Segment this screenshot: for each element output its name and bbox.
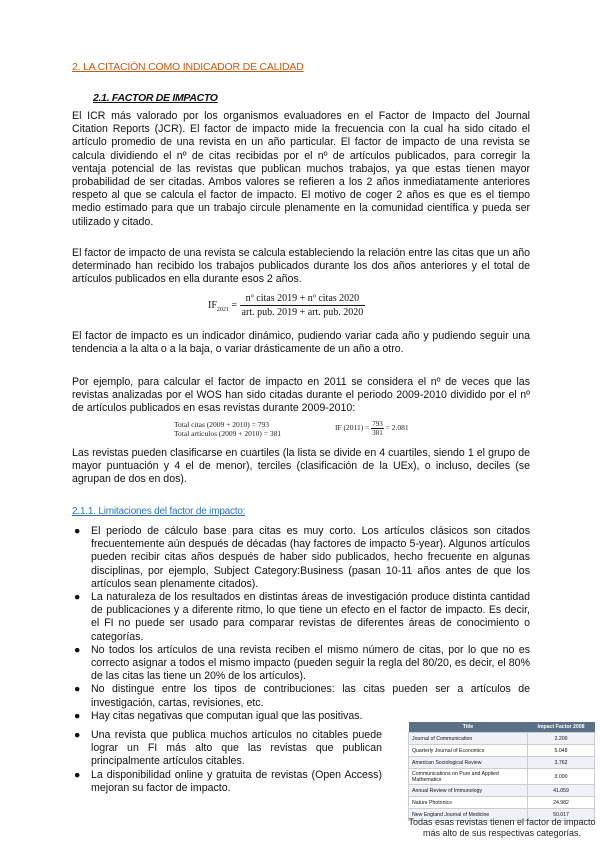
- formula-denominator: art. pub. 2019 + art. pub. 2020: [241, 307, 364, 318]
- bullet-icon: ●: [74, 525, 81, 537]
- bullet-icon: ●: [74, 591, 81, 604]
- bullet-icon: ●: [74, 768, 81, 781]
- table-row: Communications on Pure and Applied Mathematics 3.000: [409, 769, 595, 785]
- table-caption: Todas esas revistas tienen el factor de impacto más alto de sus respectivas categorías.: [408, 817, 596, 838]
- bullet-icon: ●: [74, 683, 81, 696]
- paragraph-dynamic: El factor de impacto es un indicador dinámico, pudiendo variar cada año y pudiendo seguir una tendencia a la alta o a la baja, o variar drásticamente de un año a otro.: [72, 330, 530, 356]
- limitation-item: ● No distingue entre los tipos de contribuciones: las citas pueden ser a artículos de investigación, cartas, revisiones, etc.: [74, 683, 530, 709]
- limitation-item: ● El periodo de cálculo base para citas es muy corto. Los artículos clásicos son citados frecuentemente aún después de décadas (hay factores de impacto 5-year). Algunos artículos pueden recibir citas años después de haber sido publicados, hecho frecuente en algunas disciplinas, por ejemplo, Subject Category:Business (pasan 10-11 años antes de que los artículos sean plenamente citados).: [74, 525, 530, 590]
- formula-numerator: nº citas 2019 + nº citas 2020: [240, 293, 366, 306]
- paragraph-definition: El factor de impacto de una revista se calcula estableciendo la relación entre las citas que un año determinado han recibido los trabajos publicados durante los dos años anteriores y el total de artículos publicados en ella durante esos 2 años.: [72, 247, 530, 286]
- limitation-item: ● La naturaleza de los resultados en distintas áreas de investigación produce distinta cantidad de publicaciones y a diferente ritmo, lo que tiene un efecto en el factor de impacto. Es decir, el FI no puede ser usado para comparar revistas de diferentes áreas de conocimiento o categorías.: [74, 591, 530, 643]
- bullet-icon: ●: [74, 729, 81, 741]
- example-denominator: 381: [372, 429, 383, 437]
- formula-equals: =: [231, 299, 238, 311]
- limitations-list: [72, 525, 530, 723]
- bullet-icon: ●: [74, 709, 81, 722]
- example-calculation: [335, 420, 409, 437]
- limitation-item: ● Hay citas negativas que computan igual que las positivas.: [74, 709, 363, 722]
- table-header-title: Title: [409, 722, 528, 733]
- paragraph-example: Por ejemplo, para calcular el factor de impacto en 2011 se considera el nº de veces que las revistas analizadas por el WOS han sido citadas durante el periodo 2009-2010 dividido por el nº de artículos publicados en esas revistas durante 2009-2010:: [72, 376, 530, 415]
- table-row: Quarterly Journal of Economics 5.048: [409, 745, 595, 757]
- impact-factor-formula: [208, 293, 365, 318]
- limitations-list-continued: [72, 729, 382, 795]
- limitation-item: ● La disponibilidad online y gratuita de revistas (Open Access) mejoran su factor de impacto.: [74, 768, 382, 794]
- table-row: Journal of Communication 2.200: [409, 733, 595, 745]
- subsection-heading: 2.1. FACTOR DE IMPACTO: [93, 92, 218, 104]
- paragraph-quartiles: Las revistas pueden clasificarse en cuartiles (la lista se divide en 4 cuartiles, siendo 1 el grupo de mayor puntuación y 4 el de menor), terciles (clasificación de la UEx), o incluso, deciles (se agrupan de dos en dos).: [72, 447, 530, 486]
- impact-factor-table: [408, 722, 595, 821]
- example-total-citations: Total citas (2009 + 2010) = 793: [174, 420, 270, 429]
- formula-lhs: IF: [208, 299, 217, 311]
- limitation-item: ● Una revista que publica muchos artículos no citables puede lograr un FI más alto que las revistas que publican principalmente artículos citables.: [74, 729, 382, 768]
- example-result: = 2.081: [385, 423, 409, 433]
- table-header-impact: Impact Factor 2008: [528, 722, 595, 733]
- limitations-heading: 2.1.1. Limitaciones del factor de impacto:: [72, 506, 246, 517]
- section-heading: 2. LA CITACIÓN COMO INDICADOR DE CALIDAD: [72, 61, 304, 73]
- formula-fraction: [240, 293, 366, 318]
- bullet-icon: ●: [74, 643, 81, 656]
- formula-lhs-year: 2021: [216, 306, 229, 313]
- table-row: Annual Review of Immunology 41.059: [409, 785, 595, 797]
- example-numerator: 793: [372, 420, 383, 428]
- paragraph-intro: El ICR más valorado por los organismos evaluadores en el Factor de Impacto del Journal Citation Reports (JCR). El factor de impacto mide la frecuencia con la cual ha sido citado el artículo promedio de una revista en un año particular. El factor de impacto de una revista se calcula dividiendo el nº de citas recibidas por el nº de artículos publicados, para corregir la ventaja potencial de las revistas que publican muchos trabajos, ya que estas tienen mayor probabilidad de ser citadas. Ambos valores se refieren a los 2 años inmediatamente anteriores respeto al que se calcula el factor de impacto. El motivo de coger 2 años es que es el tiempo medio estimado para que un trabajo circule plenamente en la comunidad científica y pueda ser utilizado y citado.: [72, 110, 530, 228]
- example-fraction: [371, 420, 384, 437]
- example-totals: [174, 420, 281, 438]
- limitation-item: ● No todos los artículos de una revista reciben el mismo número de citas, por lo que no es correcto asignar a todos el mismo impacto (pueden seguir la regla del 80/20, es decir, el 80% de las citas las tiene un 20% de los artículos).: [74, 643, 530, 683]
- table-row: American Sociological Review 3.762: [409, 757, 595, 769]
- table-row: New England Journal of Medicine 50.017: [409, 809, 595, 821]
- example-total-articles: Total artículos (2009 + 2010) = 381: [174, 429, 282, 438]
- example-lhs: IF (2011) =: [335, 423, 370, 433]
- table-row: Nature Photonics 24.982: [409, 797, 595, 809]
